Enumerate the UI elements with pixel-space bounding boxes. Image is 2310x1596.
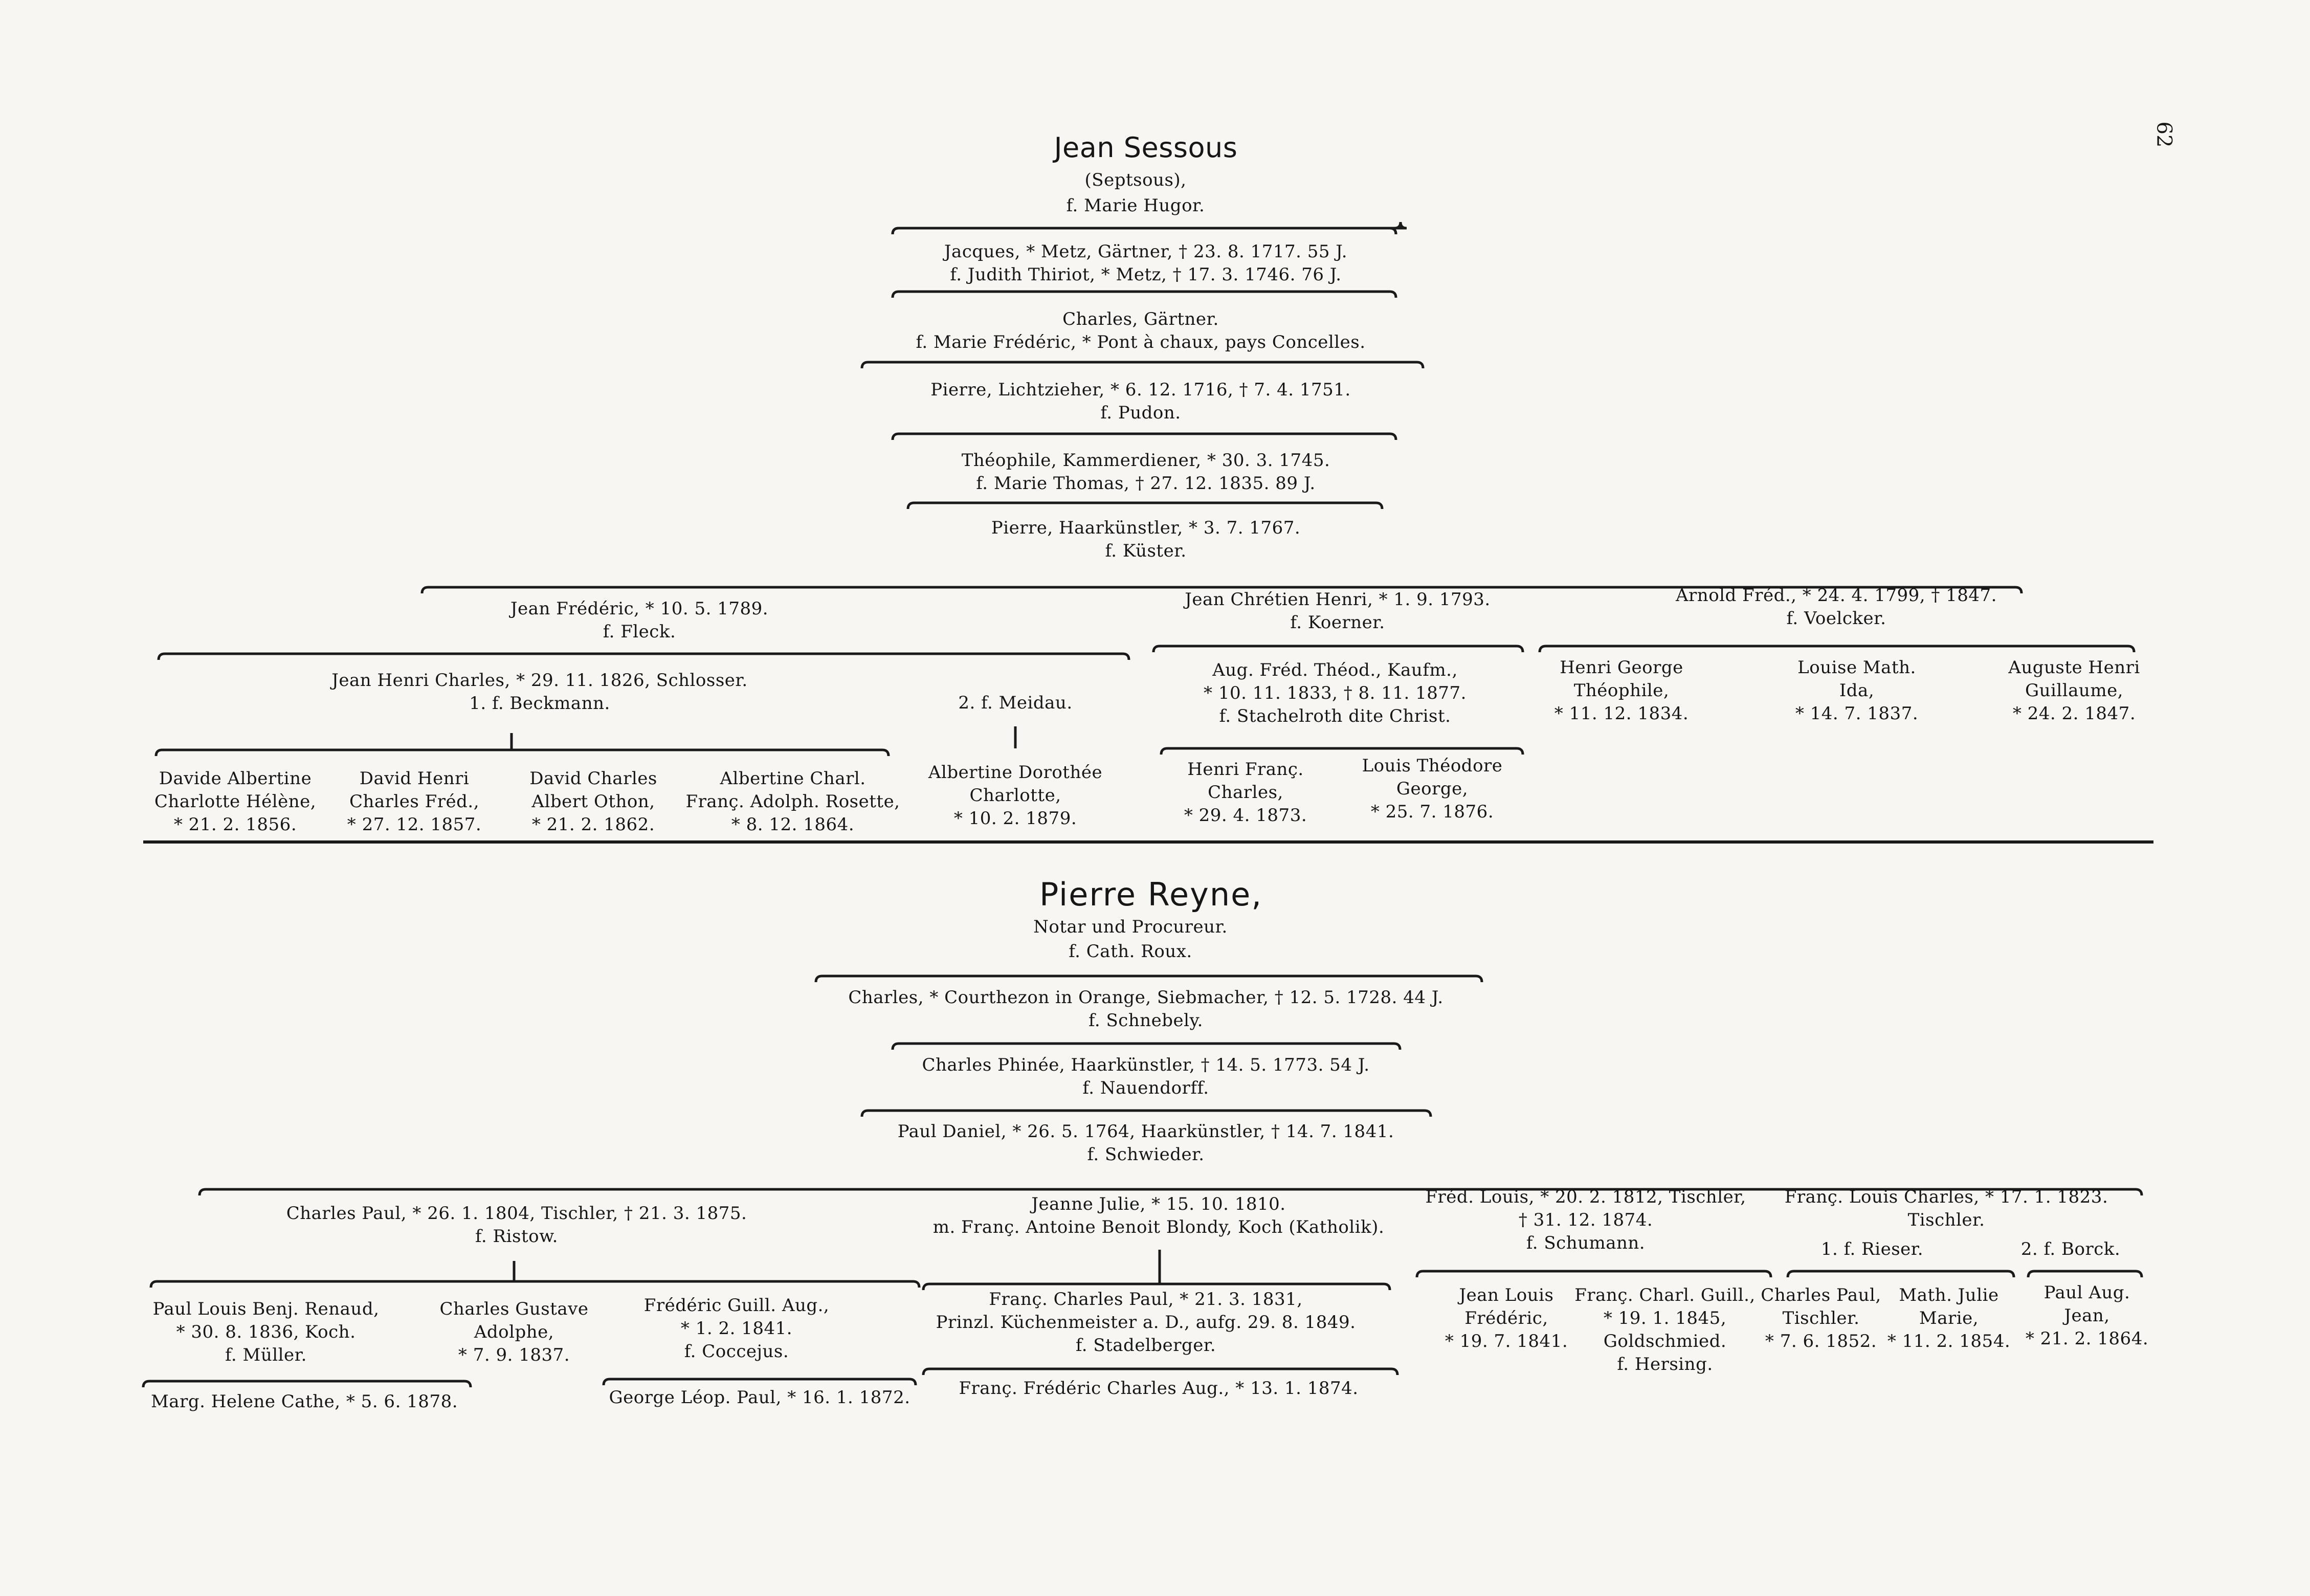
sessous-alias: (Septsous), [1084,170,1187,190]
person-line: * 27. 12. 1857. [347,814,482,835]
person-line: f. Stachelroth dite Christ. [1219,706,1451,726]
person-line: Arnold Fréd., * 24. 4. 1799, † 1847. [1676,585,1997,606]
person-line: Jeanne Julie, * 15. 10. 1810. [1031,1194,1286,1214]
person-albertine-dorothee [928,761,1102,830]
person-line: Louis Théodore [1362,756,1503,776]
person-line: Math. Julie [1899,1285,1999,1305]
brace [151,1281,919,1288]
person-jean-frederic [510,597,768,644]
brace [143,1381,471,1387]
person-line: * 8. 12. 1864. [731,814,855,835]
person-line: Henri Franç. [1187,759,1304,780]
person-line: * 1. 2. 1841. [680,1318,793,1339]
person-franc-charl-guill [1574,1284,1755,1376]
person-line: Albert Othon, [531,791,655,812]
person-line: Charles Phinée, Haarkünstler, † 14. 5. 1773. 54 J. [922,1055,1370,1075]
person-line: * 19. 7. 1841. [1445,1331,1568,1351]
person-line: Charles, * Courthezon in Orange, Siebmacher, † 12. 5. 1728. 44 J. [848,987,1443,1008]
person-line: Jacques, * Metz, Gärtner, † 23. 8. 1717. 55 J. [944,241,1348,262]
person-charles-reyne [848,986,1443,1032]
person-line: David Henri [359,768,470,789]
person-line: * 24. 2. 1847. [2012,703,2136,724]
brace [1153,646,1523,652]
person-line: * 10. 2. 1879. [953,808,1077,829]
person-jean-chretien-henri [1185,588,1490,634]
person-jean-louis-frederic [1445,1284,1568,1353]
person-line: * 11. 2. 1854. [1887,1331,2011,1351]
person-line: Charles, Gärtner. [1062,309,1219,329]
person-line: * 30. 8. 1836, Koch. [176,1322,356,1342]
person-line: Jean, [2064,1305,2110,1326]
spouse-borck: 2. f. Borck. [2020,1239,2121,1259]
person-theophile [962,449,1330,495]
person-line: † 31. 12. 1874. [1518,1210,1653,1230]
brace [604,1379,916,1385]
person-line: Jean Henri Charles, * 29. 11. 1826, Schlosser. [331,670,748,691]
person-charles-paul [286,1202,747,1248]
person-line: Auguste Henri [2008,657,2140,678]
person-line: Marie, [1919,1308,1979,1328]
person-line: f. Ristow. [475,1226,558,1247]
person-line: f. Schwieder. [1087,1144,1205,1165]
person-line: f. Koerner. [1290,612,1385,633]
brace [862,1111,1431,1117]
person-line: Charlotte Hélène, [154,791,317,812]
person-line: Jean Chrétien Henri, * 1. 9. 1793. [1185,589,1491,610]
person-line: Louise Math. [1797,657,1916,678]
page-number: 62 [2152,121,2176,148]
person-david-henri [347,767,481,836]
person-line: Frédéric, [1464,1308,1548,1328]
person-line: Frédéric Guill. Aug., [643,1295,830,1316]
person-line: f. Marie Frédéric, * Pont à chaux, pays Concelles. [916,332,1366,352]
person-pierre [930,379,1350,425]
person-line: Paul Aug. [2044,1282,2130,1303]
person-line: f. Schnebely. [1088,1010,1203,1031]
person-line: Charles Fréd., [349,791,480,812]
person-line: Charles, [1208,782,1283,803]
person-fred-louis [1425,1186,1746,1255]
sessous-wife: f. Marie Hugor. [1066,195,1205,216]
person-charles [916,308,1365,354]
person-line: * 10. 11. 1833, † 8. 11. 1877. [1204,683,1467,703]
brace [1417,1271,1771,1277]
person-line: * 25. 7. 1876. [1370,802,1494,822]
person-arnold-fred [1676,584,1997,630]
person-line: f. Stadelberger. [1075,1335,1216,1356]
person-louis-theodore [1362,755,1503,824]
brace [159,654,1129,660]
person-line: Franç. Louis Charles, * 17. 1. 1823. [1784,1187,2108,1207]
person-line: * 29. 4. 1873. [1184,805,1307,826]
person-line: Goldschmied. [1603,1331,1727,1351]
person-line: Charles Gustave [439,1299,589,1319]
person-line: * 11. 12. 1834. [1554,703,1689,724]
person-line: f. Küster. [1105,541,1187,561]
person-line: George, [1396,779,1469,799]
person-line: Henri George [1560,657,1683,678]
person-line: Théophile, [1573,680,1670,701]
person-line: Fréd. Louis, * 20. 2. 1812, Tischler, [1425,1187,1746,1207]
person-line: Tischler. [1782,1308,1860,1328]
person-marg-helene: Marg. Helene Cathe, * 5. 6. 1878. [150,1391,458,1412]
person-jacques [944,240,1347,286]
brace [816,976,1482,982]
brace [893,434,1396,440]
person-line: * 21. 2. 1862. [531,814,655,835]
reyne-profession: Notar und Procureur. [1033,917,1228,937]
person-line: f. Pudon. [1100,403,1181,423]
brace [1540,646,2134,652]
person-line: Charlotte, [969,785,1061,806]
person-pierre-haarkunstler [991,517,1300,563]
person-charles-gustave [440,1298,589,1367]
brace [2028,1271,2142,1277]
person-franc-louis-charles [1785,1186,2108,1232]
brace [893,228,1396,234]
person-line: f. Judith Thiriot, * Metz, † 17. 3. 1746. 76 J. [950,264,1342,285]
spouse-rieser: 1. f. Rieser. [1820,1239,1924,1259]
person-line: * 14. 7. 1837. [1795,703,1919,724]
person-line: Théophile, Kammerdiener, * 30. 3. 1745. [961,450,1330,471]
person-david-charles [529,767,657,836]
person-line: f. Marie Thomas, † 27. 12. 1835. 89 J. [976,473,1316,494]
person-albertine-charl [685,767,900,836]
person-jean-henri-charles [331,669,747,715]
person-line: Aug. Fréd. Théod., Kaufm., [1212,660,1458,680]
family-heading-reyne: Pierre Reyne, [1039,876,1263,913]
brace [893,1044,1400,1050]
person-line: f. Voelcker. [1786,608,1886,629]
person-line: * 19. 1. 1845, [1603,1308,1727,1328]
person-auguste-henri [2008,656,2140,725]
person-line: f. Nauendorff. [1082,1078,1209,1098]
reyne-wife: f. Cath. Roux. [1069,941,1192,962]
person-line: f. Müller. [225,1345,307,1365]
brace [893,292,1396,298]
person-aug-fred-theod [1204,659,1467,728]
person-line: Prinzl. Küchenmeister a. D., aufg. 29. 8. 1849. [936,1312,1356,1333]
brace [1788,1271,2014,1277]
person-line: Franç. Charl. Guill., [1574,1285,1756,1305]
person-line: * 7. 9. 1837. [458,1345,570,1365]
person-line: Jean Louis [1459,1285,1554,1305]
person-line: Guillaume, [2025,680,2124,701]
person-line: m. Franç. Antoine Benoit Blondy, Koch (Katholik). [932,1217,1385,1237]
person-line: Albertine Dorothée [928,762,1103,783]
person-line: Ida, [1839,680,1875,701]
person-paul-louis-benj [153,1298,380,1367]
person-franc-frederic-charles: Franç. Frédéric Charles Aug., * 13. 1. 1874. [959,1378,1359,1399]
person-line: Adolphe, [474,1322,554,1342]
brace [156,750,889,756]
person-line: Paul Daniel, * 26. 5. 1764, Haarkünstler, † 14. 7. 1841. [897,1121,1394,1142]
person-line: f. Hersing. [1617,1354,1713,1375]
person-line: * 7. 6. 1852. [1765,1331,1877,1351]
person-george-leop: George Léop. Paul, * 16. 1. 1872. [609,1387,910,1408]
person-charles-paul-tischler [1761,1284,1881,1353]
person-line: f. Schumann. [1526,1233,1646,1253]
person-line: f. Fleck. [603,622,676,642]
person-line: David Charles [529,768,657,789]
person-charles-phinee [922,1054,1369,1100]
person-davide-albertine [154,767,316,836]
brace [908,503,1382,509]
person-line: f. Coccejus. [684,1341,789,1362]
person-line: 1. f. Beckmann. [469,693,610,714]
person-louise-math [1795,656,1918,725]
family-heading-sessous: Jean Sessous [1054,131,1238,164]
person-paul-aug [2026,1281,2148,1350]
person-line: Albertine Charl. [720,768,866,789]
person-paul-daniel [898,1120,1394,1166]
person-line: Charles Paul, * 26. 1. 1804, Tischler, † 21. 3. 1875. [286,1203,747,1224]
person-line: Jean Frédéric, * 10. 5. 1789. [510,598,769,619]
person-henri-franc [1184,758,1307,827]
person-line: Charles Paul, [1761,1285,1881,1305]
person-line: * 21. 2. 1864. [2025,1328,2149,1349]
person-line: Pierre, Haarkünstler, * 3. 7. 1767. [991,518,1301,538]
person-frederic-guill [644,1294,829,1363]
spouse-meidau: 2. f. Meidau. [958,693,1073,713]
person-franc-charles-paul [936,1288,1356,1357]
person-math-julie [1887,1284,2010,1353]
person-line: Davide Albertine [159,768,312,789]
brace [862,362,1423,368]
person-line: Paul Louis Benj. Renaud, [152,1299,380,1319]
person-jeanne-julie [933,1193,1385,1239]
person-line: Pierre, Lichtzieher, * 6. 12. 1716, † 7. 4. 1751. [930,380,1351,400]
person-line: Franç. Charles Paul, * 21. 3. 1831, [989,1289,1303,1310]
person-line: Tischler. [1907,1210,1985,1230]
brace [923,1369,1397,1375]
brace [1161,748,1523,755]
person-line: * 21. 2. 1856. [173,814,297,835]
person-henri-george [1554,656,1689,725]
person-line: Franç. Adolph. Rosette, [685,791,900,812]
